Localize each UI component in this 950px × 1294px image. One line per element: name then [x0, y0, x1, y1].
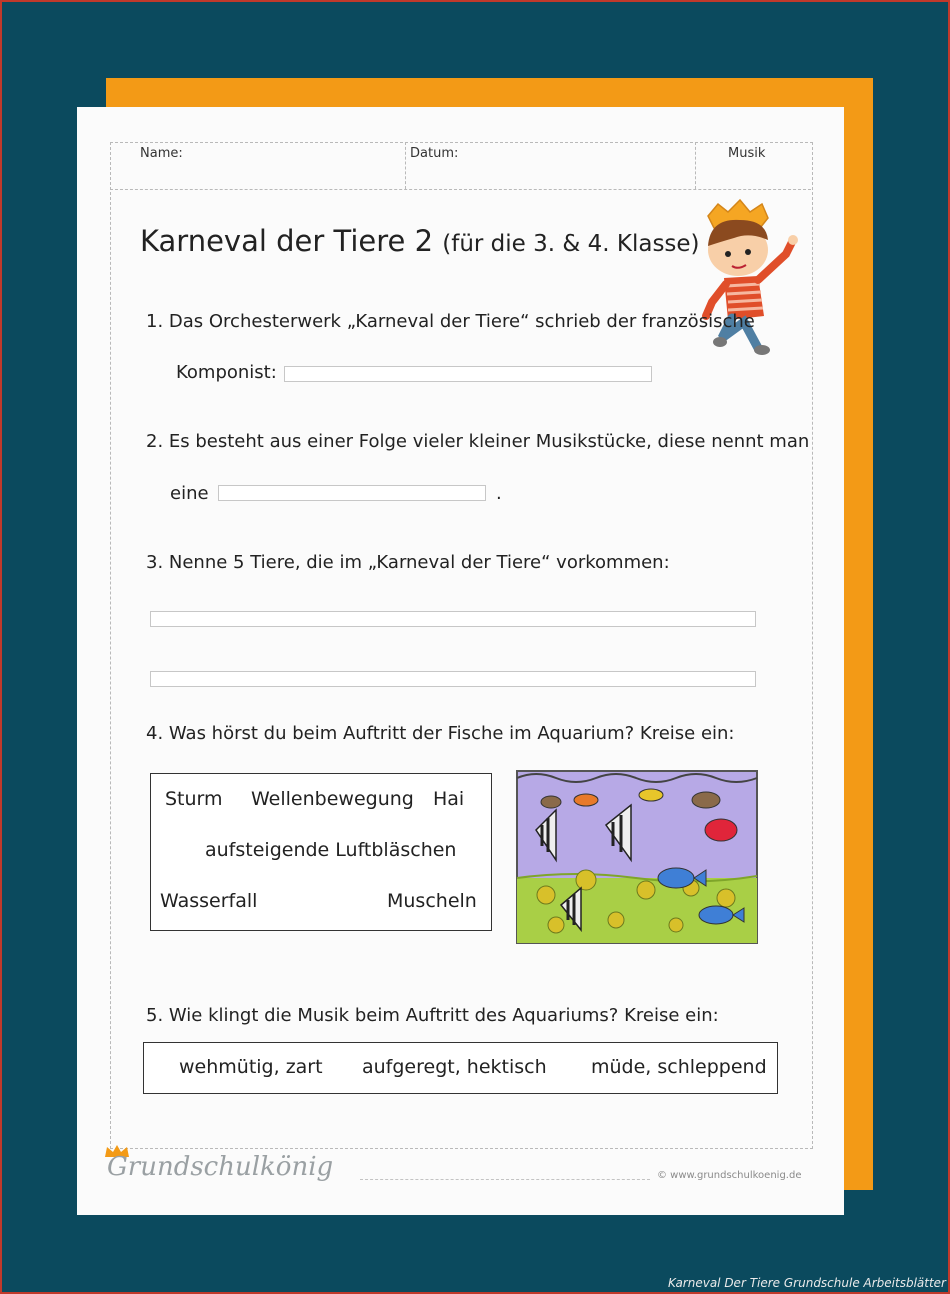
kid-with-crown-illustration: [700, 198, 804, 356]
question-2-period: .: [496, 483, 502, 504]
name-field[interactable]: [110, 142, 405, 189]
question-5: 5. Wie klingt die Musik beim Auftritt des Aquariums? Kreise ein:: [146, 1005, 719, 1026]
question-3: 3. Nenne 5 Tiere, die im „Karneval der Tiere“ vorkommen:: [146, 552, 670, 573]
q4-option[interactable]: Wellenbewegung: [251, 788, 414, 810]
q4-option[interactable]: Hai: [433, 788, 465, 810]
q5-option[interactable]: wehmütig, zart: [179, 1056, 323, 1078]
copyright-text: © www.grundschulkoenig.de: [657, 1170, 802, 1181]
footer-divider: [360, 1179, 650, 1180]
date-label: Datum:: [410, 146, 459, 161]
worksheet-header: [110, 142, 811, 190]
question-2-eine-label: eine: [170, 483, 209, 504]
subject-label: Musik: [728, 146, 766, 161]
question-4: 4. Was hörst du beim Auftritt der Fische im Aquarium? Kreise ein:: [146, 723, 735, 744]
animals-answer-line-1[interactable]: [150, 611, 756, 627]
grundschulkoenig-logo: Grundschulkönig: [107, 1152, 334, 1182]
question-2: 2. Es besteht aus einer Folge vieler kleiner Musikstücke, diese nennt man: [146, 431, 810, 452]
question-1: 1. Das Orchesterwerk „Karneval der Tiere“ schrieb der französische: [146, 311, 755, 332]
worksheet-title: [140, 224, 700, 258]
q4-option[interactable]: Muscheln: [387, 890, 477, 912]
date-field[interactable]: [405, 142, 695, 189]
q5-options-box: [143, 1042, 778, 1094]
q4-option[interactable]: Wasserfall: [160, 890, 258, 912]
composer-answer-field[interactable]: [284, 366, 652, 382]
name-label: Name:: [140, 146, 183, 161]
q4-option[interactable]: aufsteigende Luftbläschen: [205, 839, 457, 861]
q4-options-box: [150, 773, 492, 931]
q5-option[interactable]: müde, schleppend: [591, 1056, 767, 1078]
image-caption: Karneval Der Tiere Grundschule Arbeitsblätter: [668, 1276, 946, 1290]
animals-answer-line-2[interactable]: [150, 671, 756, 687]
music-form-answer-field[interactable]: [218, 485, 486, 501]
title-main: Karneval der Tiere 2: [140, 224, 434, 258]
subject-field: [695, 142, 811, 189]
q4-option[interactable]: Sturm: [165, 788, 223, 810]
question-1-composer-label: Komponist:: [176, 362, 277, 383]
aquarium-illustration: [516, 770, 758, 944]
q5-option[interactable]: aufgeregt, hektisch: [362, 1056, 547, 1078]
title-grade: (für die 3. & 4. Klasse): [442, 231, 700, 257]
